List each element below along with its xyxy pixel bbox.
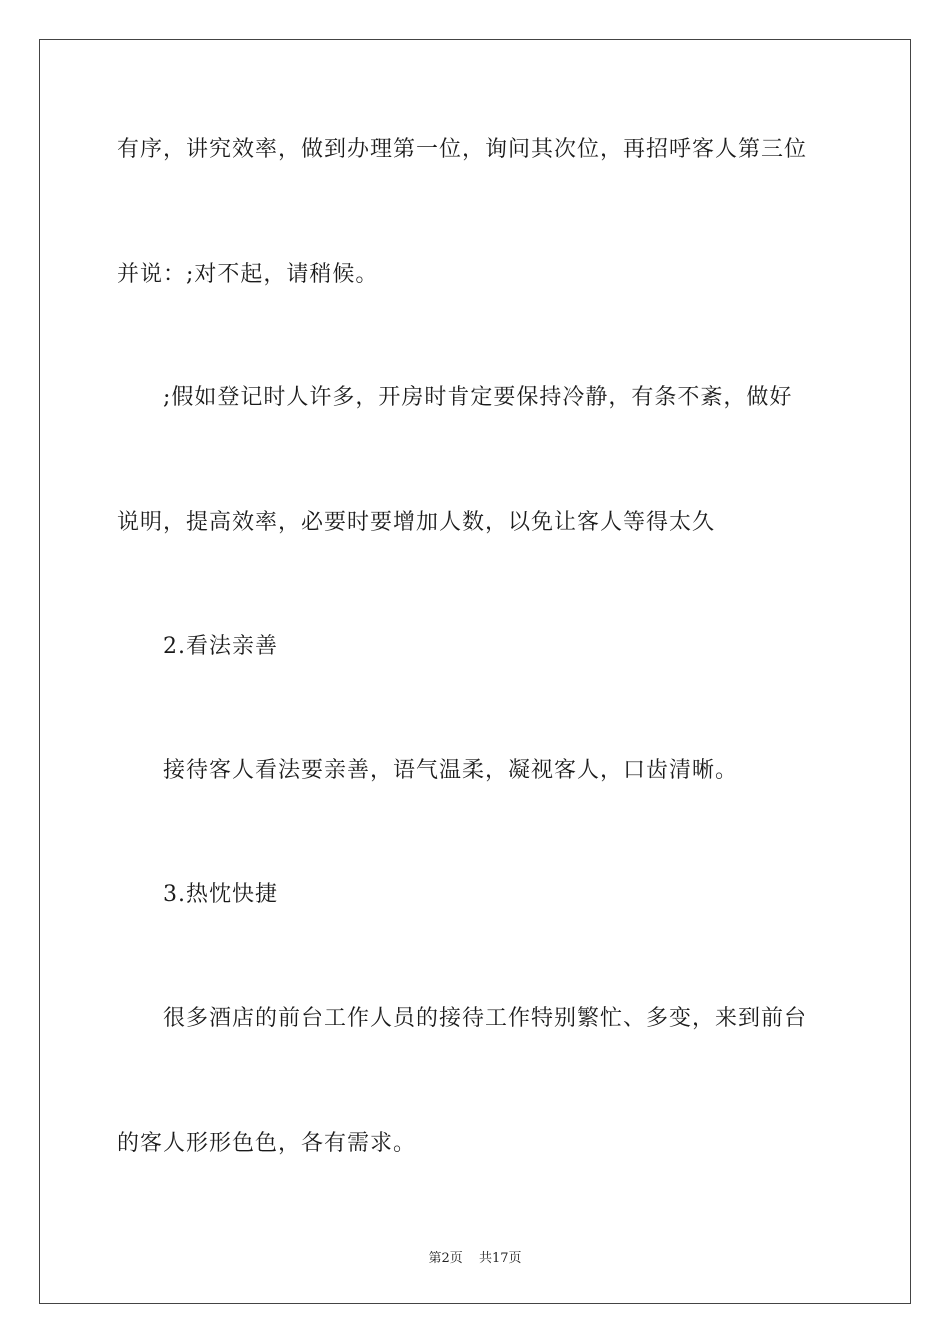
body-text-line: 并说：;对不起，请稍候。 xyxy=(117,262,379,287)
page-footer xyxy=(0,1247,950,1266)
section-heading: 2.看法亲善 xyxy=(163,634,278,659)
body-text-line: 说明，提高效率，必要时要增加人数，以免让客人等得太久 xyxy=(117,510,716,535)
page-border xyxy=(39,39,911,1304)
body-text-line: 接待客人看法要亲善，语气温柔，凝视客人，口齿清晰。 xyxy=(163,758,739,783)
section-heading: 3.热忱快捷 xyxy=(163,882,278,907)
body-text-line: 很多酒店的前台工作人员的接待工作特别繁忙、多变，来到前台 xyxy=(163,1006,808,1031)
page-total: 共17页 xyxy=(478,1251,522,1266)
page-number: 第2页 xyxy=(428,1251,463,1266)
body-text-line: ;假如登记时人许多，开房时肯定要保持冷静，有条不紊，做好 xyxy=(163,385,793,410)
body-text-line: 有序，讲究效率，做到办理第一位，询问其次位，再招呼客人第三位 xyxy=(117,137,808,162)
body-text-line: 的客人形形色色，各有需求。 xyxy=(117,1131,417,1156)
